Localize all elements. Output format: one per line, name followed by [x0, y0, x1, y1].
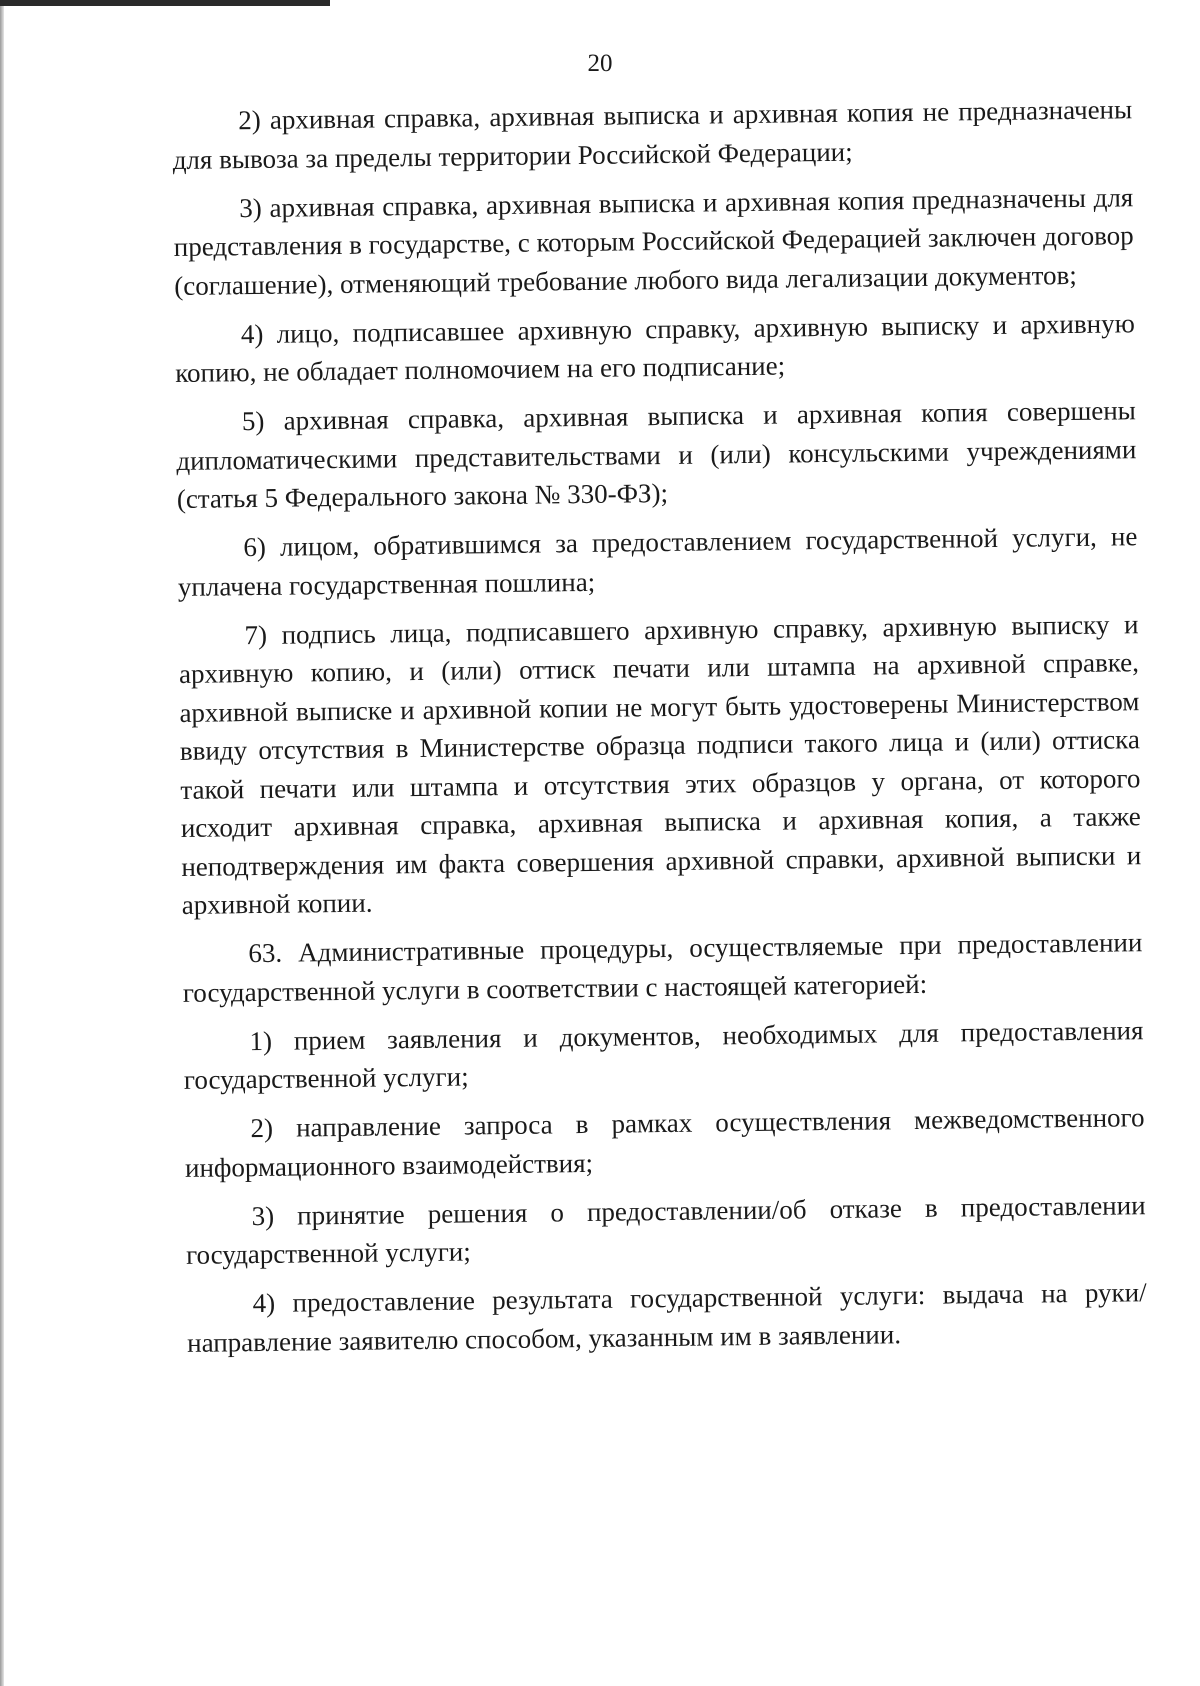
paragraph-procedure-3: 3) принятие решения о предоставлении/об отказе в предоставлении государственной услуги;: [185, 1189, 1146, 1270]
scan-left-edge: [0, 0, 4, 1686]
document-body: [172, 90, 1147, 1362]
paragraph-procedure-2: 2) направление запроса в рамках осуществления межведомственного информационного взаимодействия;: [184, 1102, 1145, 1183]
paragraph-item-2: 2) архивная справка, архивная выписка и архивная копия не предназначены для вывоза за пределы территории Российской Федерации;: [172, 94, 1133, 175]
paragraph-item-7: 7) подпись лица, подписавшего архивную справку, архивную выписку и архивную копию, и (или) оттиск печати или штампа на архивной справке, архивной выписке и архивной копии не могут быть удостоверены Министерством ввиду отсутствия в Министерстве образца подписи такого лица и (или) оттиска такой печати или штампа и отсутствия этих образцов у органа, от которого исходит архивная справка, архивная выписка и архивная копия, а также неподтверждения им факта совершения архивной справки, архивной выписки и архивной копии.: [178, 608, 1142, 920]
paragraph-item-5: 5) архивная справка, архивная выписка и архивная копия совершены дипломатическими представительствами и (или) консульскими учреждениями (статья 5 Федерального закона № 330-ФЗ);: [176, 395, 1137, 514]
paragraph-item-4: 4) лицо, подписавшее архивную справку, архивную выписку и архивную копию, не обладает полномочием на его подписание;: [175, 307, 1135, 388]
scan-top-rule: [0, 0, 330, 6]
paragraph-item-6: 6) лицом, обратившимся за предоставлением государственной услуги, не уплачена государственная пошлина;: [177, 521, 1138, 602]
paragraph-item-3: 3) архивная справка, архивная выписка и архивная копия предназначены для представления в государстве, с которым Российской Федерацией заключен договор (соглашение), отменяющий требование любого вида легализации документов;: [173, 181, 1134, 301]
paragraph-procedure-1: 1) прием заявления и документов, необходимых для предоставления государственной услуги;: [183, 1014, 1144, 1095]
paragraph-procedure-4: 4) предоставление результата государственной услуги: выдача на руки/направление заявителю способом, указанным им в заявлении.: [186, 1277, 1147, 1358]
page-number: 20: [587, 50, 613, 77]
paragraph-section-63: 63. Административные процедуры, осуществляемые при предоставлении государственной услуги в соответствии с настоящей категорией:: [182, 927, 1143, 1008]
